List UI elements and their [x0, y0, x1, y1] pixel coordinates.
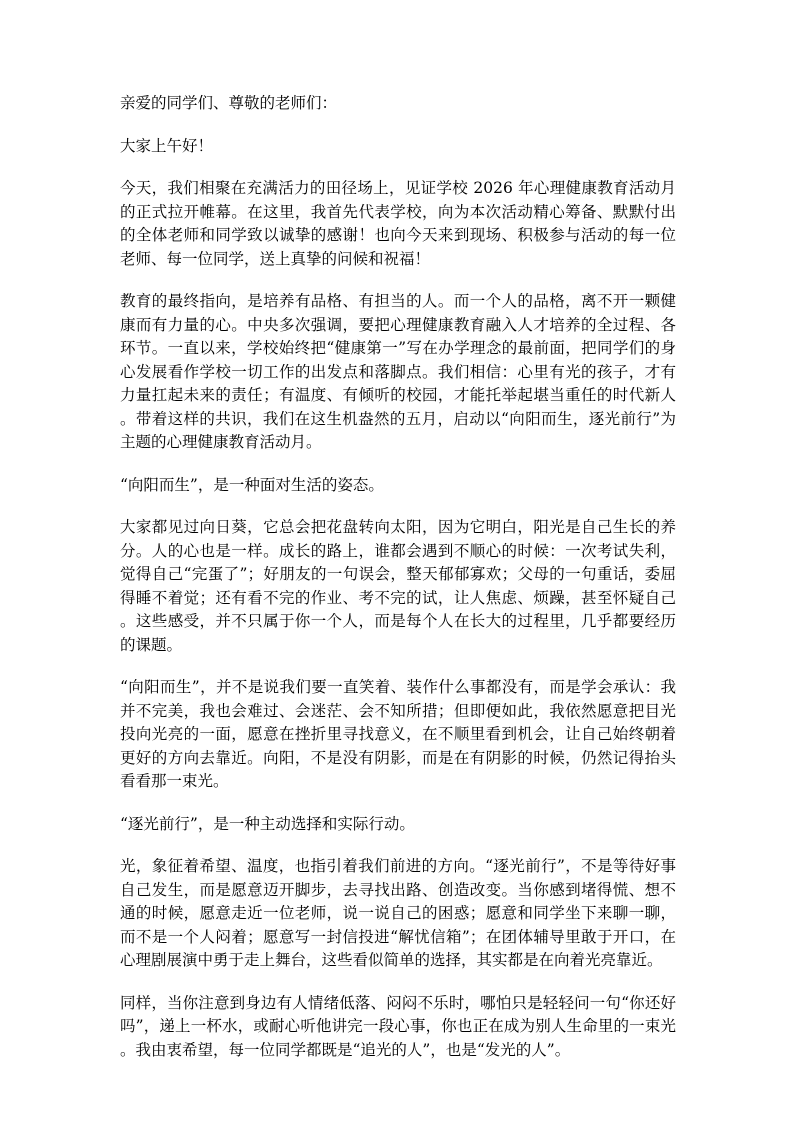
speech-document: [120, 92, 676, 1081]
sunflower-paragraph: 大家都见过向日葵，它总会把花盘转向太阳，因为它明白，阳光是自己生长的养分。人的心也是一样。成长的路上，谁都会遇到不顺心的时候：一次考试失利，觉得自己“完蛋了”；好朋友的一句误会，整天郁郁寡欢；父母的一句重话，委屈得睡不着觉；还有看不完的作业、考不完的试，让人焦虑、烦躁，甚至怀疑自己。这些感受，并不只属于你一个人，而是每个人在长大的过程里，几乎都要经历的课题。: [120, 518, 676, 654]
greeting: 大家上午好！: [120, 136, 214, 155]
salutation: 亲爱的同学们、尊敬的老师们：: [120, 94, 338, 112]
theme-heading-light: “逐光前行”，是一种主动选择和实际行动。: [120, 814, 415, 833]
theme-heading-sunward: “向阳而生”，是一种面对生活的姿态。: [120, 475, 384, 494]
sunward-meaning-paragraph: “向阳而生”，并不是说我们要一直笑着、装作什么事都没有，而是学会承认：我并不完美，我也会难过、会迷茫、会不知所措；但即便如此，我依然愿意把目光投向光亮的一面，愿意在挫折里寻找意义，在不顺里看到机会，让自己始终朝着更好的方向去靠近。向阳，不是没有阴影，而是在有阴影的时候，仍然记得抬头看看那一束光。: [120, 678, 676, 790]
education-paragraph: 教育的最终指向，是培养有品格、有担当的人。而一个人的品格，离不开一颗健康而有力量的心。中央多次强调，要把心理健康教育融入人才培养的全过程、各环节。一直以来，学校始终把“健康第一”写在办学理念的最前面，把同学们的身心发展看作学校一切工作的出发点和落脚点。我们相信：心里有光的孩子，才有力量扛起未来的责任；有温度、有倾听的校园，才能托举起堪当重任的时代新人。带着这样的共识，我们在这生机盎然的五月，启动以“向阳而生，逐光前行”为主题的心理健康教育活动月。: [120, 292, 676, 451]
light-action-paragraph: 光，象征着希望、温度，也指引着我们前进的方向。“逐光前行”，不是等待好事自己发生，而是愿意迈开脚步，去寻找出路、创造改变。当你感到堵得慌、想不通的时候，愿意走近一位老师，说一说自己的困惑；愿意和同学坐下来聊一聊，而不是一个人闷着；愿意写一封信投进“解忧信箱”；在团体辅导里敢于开口，在心理剧展演中勇于走上舞台，这些看似简单的选择，其实都是在向着光亮靠近。: [120, 857, 676, 969]
be-a-light-paragraph: 同样，当你注意到身边有人情绪低落、闷闷不乐时，哪怕只是轻轻问一句“你还好吗”，递上一杯水，或耐心听他讲完一段心事，你也正在成为别人生命里的一束光。我由衷希望，每一位同学都既是“追光的人”，也是“发光的人”。: [120, 993, 676, 1059]
opening-paragraph: 今天，我们相聚在充满活力的田径场上，见证学校 2026 年心理健康教育活动月的正式拉开帷幕。在这里，我首先代表学校，向为本次活动精心筹备、默默付出的全体老师和同学致以诚挚的感谢！也向今天来到现场、积极参与活动的每一位老师、每一位同学，送上真挚的问候和祝福！: [120, 179, 676, 268]
